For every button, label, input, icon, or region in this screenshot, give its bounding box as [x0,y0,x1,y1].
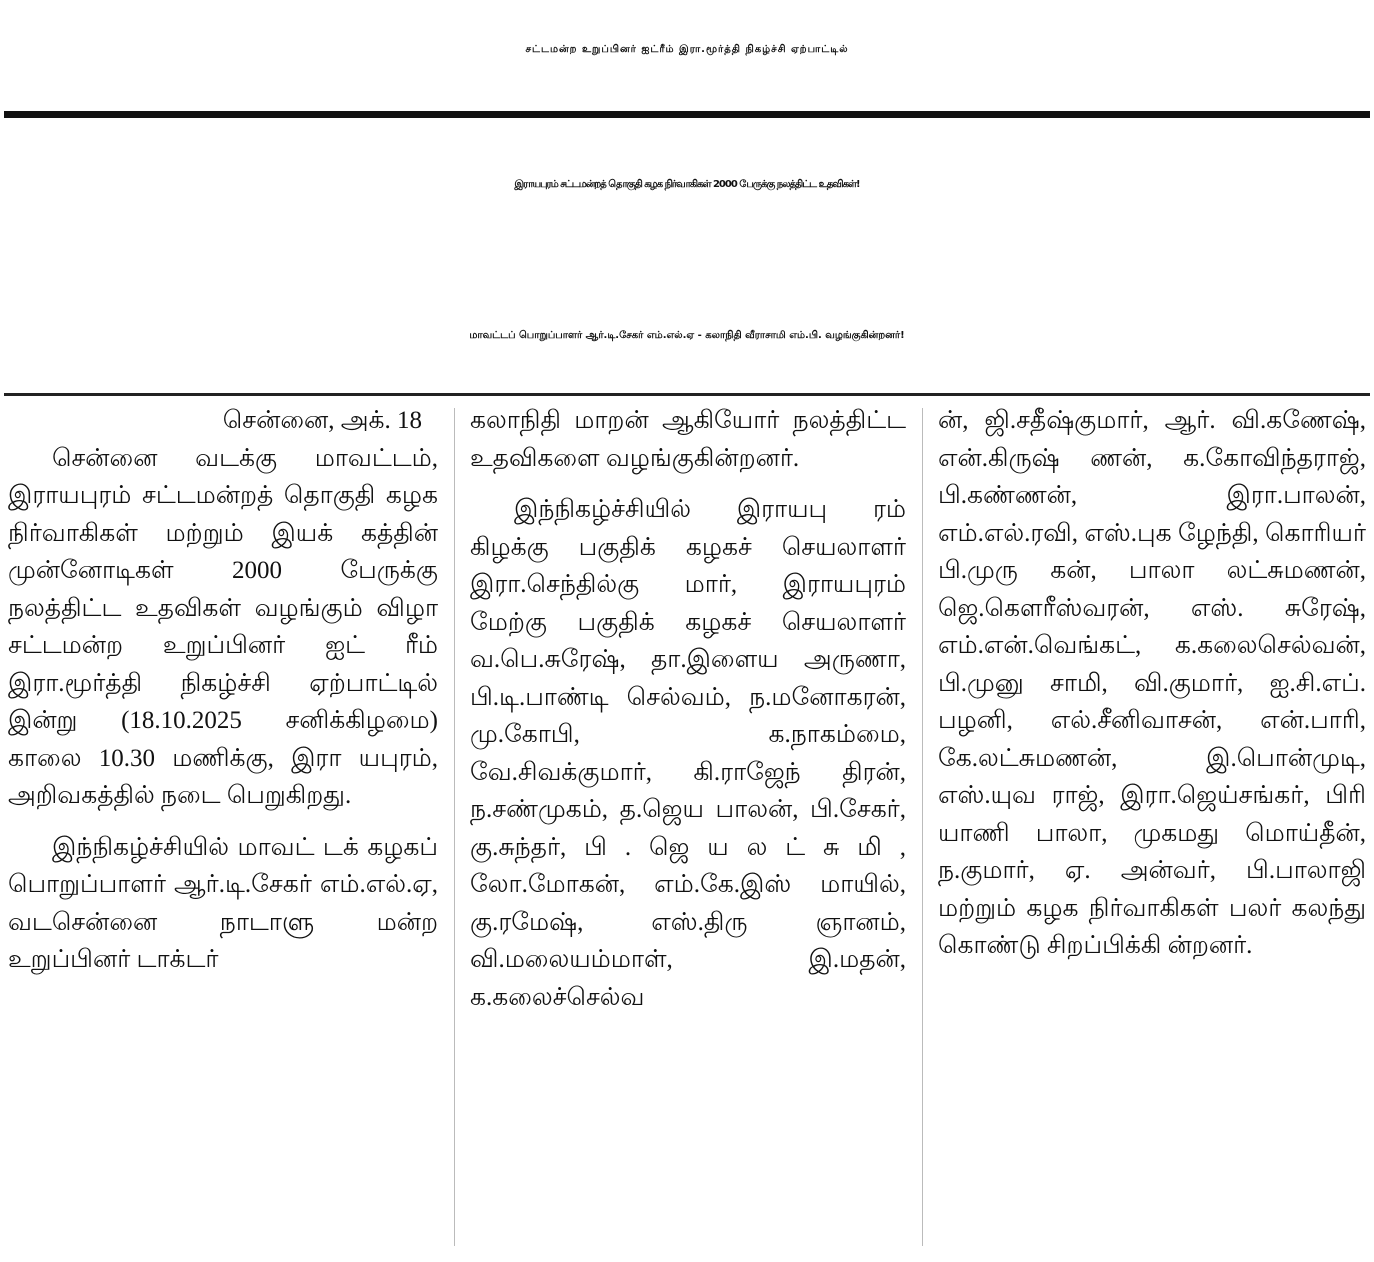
main-headline: இராயபுரம் சட்டமன்றத் தொகுதி கழக நிர்வாகிகள் 2000 பேருக்கு நலத்திட்ட உதவிகள்! [514,179,860,190]
article-column-3 [938,402,1366,1252]
article-column-2 [470,402,906,1252]
article-body [8,402,1366,1252]
subheadline: மாவட்டப் பொறுப்பாளர் ஆர்.டி.சேகர் எம்.எல்.ஏ - கலாநிதி வீராசாமி எம்.பி. வழங்குகின்றனர்! [469,330,905,341]
dateline: சென்னை, அக். 18 [222,407,422,434]
subhead-rule [4,393,1370,396]
article-paragraph: கலாநிதி மாறன் ஆகியோர் நலத்திட்ட உதவிகளை வழங்குகின்றனர். [470,407,906,472]
kicker-headline: சட்டமன்ற உறுப்பினர் ஐட்ரீம் இரா.மூர்த்தி நிகழ்ச்சி ஏற்பாட்டில் [525,44,849,55]
article-paragraph: இந்நிகழ்ச்சியில் மாவட் டக் கழகப் பொறுப்பாளர் ஆர்.டி.சேகர் எம்.எல்.ஏ, வடசென்னை நாடாளு மன்ற உறுப்பினர் டாக்டர் [8,833,438,973]
article-paragraph: சென்னை வடக்கு மாவட்டம், இராயபுரம் சட்டமன்றத் தொகுதி கழக நிர்வாகிகள் மற்றும் இயக் கத்தின் முன்னோடிகள் 2000 பேருக்கு நலத்திட்ட உதவிகள் வழங்கும் விழா சட்டமன்ற உறுப்பினர் ஐட் ரீம் இரா.மூர்த்தி நிகழ்ச்சி ஏற்பாட்டில் இன்று (18.10.2025 சனிக்கிழமை) காலை 10.30 மணிக்கு, இரா யபுரம், அறிவகத்தில் நடை பெறுகிறது. [8,444,438,809]
column-divider [454,408,455,1246]
article-paragraph: இந்நிகழ்ச்சியில் இராயபு ரம் கிழக்கு பகுதிக் கழகச் செயலாளர் இரா.செந்தில்கு மார், இராயபுரம் மேற்கு பகுதிக் கழகச் செயலாளர் வ.பெ.சுரேஷ், தா.இளைய அருணா, பி.டி.பாண்டி செல்வம், ந.மனோகரன், மு.கோபி, க.நாகம்மை, வே.சிவக்குமார், கி.ராஜேந் திரன், ந.சண்முகம், த.ஜெய பாலன், பி.சேகர், கு.சுந்தர், பி . ஜெ ய ல ட் சு மி , லோ.மோகன், எம்.கே.இஸ் மாயில், கு.ரமேஷ், எஸ்.திரு ஞானம், வி.மலையம்மாள், இ.மதன், க.கலைச்செல்வ [470,496,906,1011]
header-rule [4,111,1370,118]
article-column-1 [8,402,438,1252]
column-divider [922,408,923,1246]
article-paragraph: ன், ஜி.சதீஷ்குமார், ஆர். வி.கணேஷ், என்.கிருஷ் ணன், க.கோவிந்தராஜ், பி.கண்ணன், இரா.பாலன், எம்.எல்.ரவி, எஸ்.புக ழேந்தி, கொரியர் பி.முரு கன், பாலா லட்சுமணன், ஜெ.கௌரீஸ்வரன், எஸ். சுரேஷ், எம்.என்.வெங்கட், க.கலைசெல்வன், பி.முனு சாமி, வி.குமார், ஐ.சி.எப். பழனி, எல்.சீனிவாசன், என்.பாரி, கே.லட்சுமணன், இ.பொன்முடி, எஸ்.யுவ ராஜ், இரா.ஜெய்சங்கர், பிரி யாணி பாலா, முகமது மொய்தீன், ந.குமார், ஏ. அன்வர், பி.பாலாஜி மற்றும் கழக நிர்வாகிகள் பலர் கலந்து கொண்டு சிறப்பிக்கி ன்றனர். [938,407,1366,959]
